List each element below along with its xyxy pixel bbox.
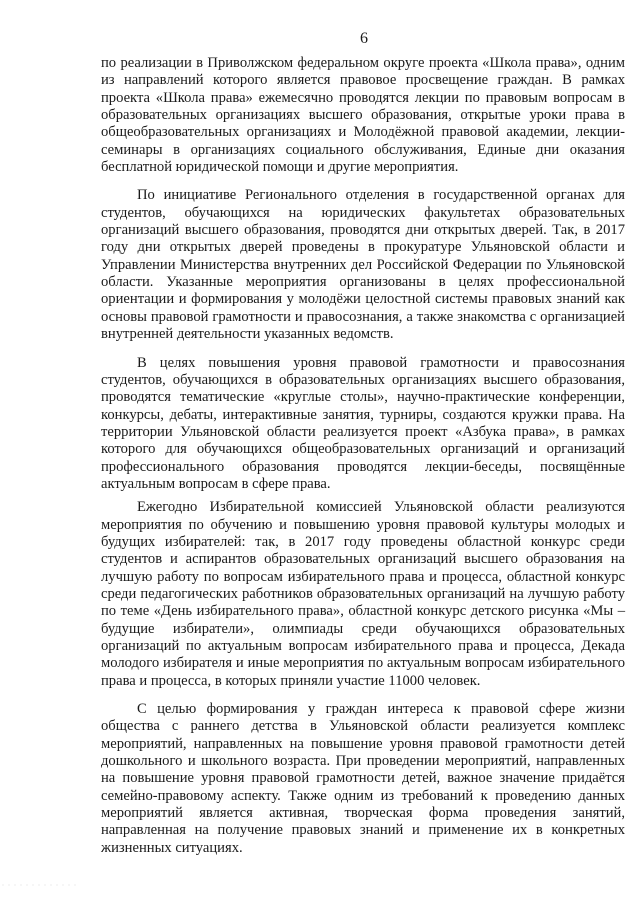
paragraph-legal-literacy-students: В целях повышения уровня правовой грамотности и правосознания студентов, обучающихся в образовательных организациях высшего образования, проводятся тематические «круглые столы», научно-практические конференции, конкурсы, дебаты, интерактивные занятия, турниры, создаются кружки права. На территории Ульяновской области реализуется проект «Азбука права», в рамках которого для обучающихся общеобразовательных организаций и организаций профессионального образования проводятся лекции-беседы, посвящённые актуальным вопросам в сфере права. — [101, 354, 625, 492]
paragraph-election-commission: Ежегодно Избирательной комиссией Ульяновской области реализуются мероприятия по обучению и повышению уровня правовой культуры молодых и будущих избирателей: так, в 2017 году проведены областной конкурс среди студентов и аспирантов образовательных организаций высшего образования на лучшую работу по вопросам избирательного права и процесса, областной конкурс среди педагогических работников образовательных организаций на лучшую работу по теме «День избирательного права», областной конкурс детского рисунка «Мы – будущие избиратели», олимпиады среди обучающихся образовательных организаций по актуальным вопросам избирательного права и процесса, Декада молодого избирателя и иные мероприятия по актуальным вопросам избирательного права и процесса, в которых приняли участие 11000 человек. — [101, 499, 625, 689]
paragraph-open-doors: По инициативе Регионального отделения в государственной органах для студентов, обучающихся на юридических факультетах образовательных организаций высшего образования, проводятся дни открытых дверей. Так, в 2017 году дни открытых дверей проведены в прокуратуре Ульяновской области и Управлении Министерства внутренних дел Российской Федерации по Ульяновской области. Указанные мероприятия организованы в целях профессиональной ориентации и формирования у молодёжи целостной системы правовых знаний как основы правовой грамотности и правосознания, а также знакомства с организацией внутренней деятельности указанных ведомств. — [101, 187, 625, 343]
page-body — [101, 55, 625, 857]
scan-specks — [0, 882, 80, 888]
paragraph-school-of-law: по реализации в Приволжском федеральном округе проекта «Школа права», одним из направлений которого является правовое просвещение граждан. В рамках проекта «Школа права» ежемесячно проводятся лекции по правовым вопросам в образовательных организациях высшего образования, открытые уроки права в общеобразовательных организациях и Молодёжной правовой академии, лекции-семинары в организациях социального обслуживания, Единые дни оказания бесплатной юридической помощи и другие мероприятия. — [101, 55, 625, 176]
paragraph-children-legal-education: С целью формирования у граждан интереса к правовой сфере жизни общества с раннего детства в Ульяновской области реализуется комплекс мероприятий, направленных на повышение уровня правовой грамотности детей дошкольного и школьного возраста. При проведении мероприятий, направленных на повышение уровня правовой грамотности детей, важное значение придаётся семейно-правовому аспекту. Также одним из требований к проведению данных мероприятий является активная, творческая форма проведения занятий, направленная на получение правовых знаний и применение их в конкретных жизненных ситуациях. — [101, 701, 625, 856]
page-number: 6 — [360, 30, 368, 47]
